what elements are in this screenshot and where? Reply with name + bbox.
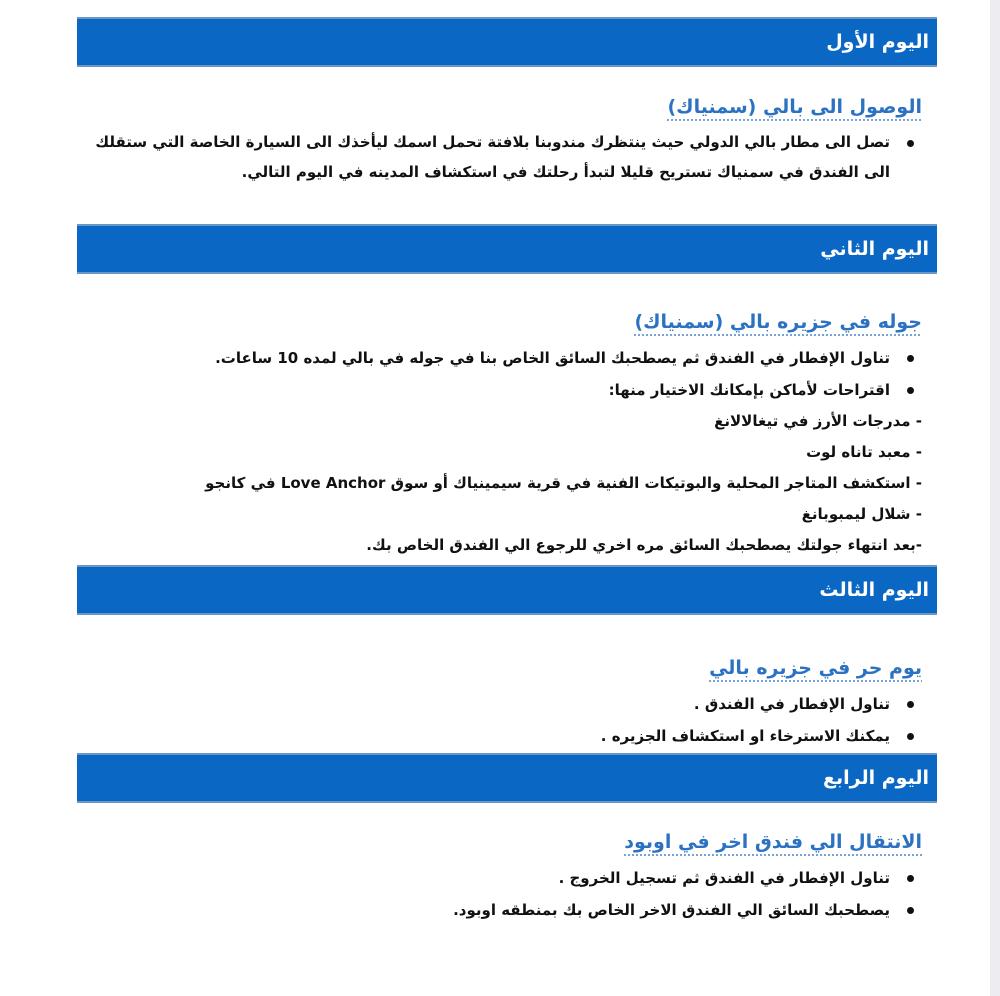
suggestion-item: - شلال ليمبوبانغ [77, 499, 922, 530]
list-item: اقتراحات لأماكن بإمكانك الاختيار منها: [77, 374, 922, 406]
closing-note: - بعد انتهاء جولتك يصطحبك السائق مره اخري للرجوع الي الفندق الخاص بك. [77, 530, 922, 561]
list-item: تناول الإفطار في الفندق ثم يصطحبك السائق الخاص بنا في جوله في بالي لمده 10 ساعات. [77, 342, 922, 374]
list-item: تناول الإفطار في الفندق ثم تسجيل الخروج . [77, 862, 922, 894]
day-3-heading: اليوم الثالث [819, 579, 929, 601]
day-2-bullet-list [77, 342, 922, 406]
suggestion-item: - مدرجات الأرز في تيغالالانغ [77, 406, 922, 437]
day-4-header [77, 753, 937, 803]
list-item: يصطحبك السائق الي الفندق الاخر الخاص بك بمنطقه اوبود. [77, 894, 922, 926]
day-1-bullet-list [77, 127, 922, 187]
day-2-subtitle: جوله في جزيره بالي (سمنياك) [634, 311, 922, 333]
suggestion-item: - معبد تاناه لوت [77, 437, 922, 468]
suggestion-item-shopping [77, 468, 922, 499]
day-1-heading: اليوم الأول [826, 31, 929, 53]
shopping-text-before: استكشف المتاجر المحلية والبوتيكات الفنية في قرية سيمينياك أو سوق [390, 474, 911, 492]
day-1-subtitle: الوصول الى بالي (سمنياك) [667, 96, 922, 118]
day-2-suggestions [77, 406, 922, 561]
day-1-section [77, 93, 922, 187]
shopping-text-after: في كانجو [205, 474, 276, 492]
list-item: تناول الإفطار في الفندق . [77, 688, 922, 720]
shopping-brand: Love Anchor [280, 474, 386, 492]
day-3-subtitle: يوم حر في جزيره بالي [709, 657, 922, 679]
day-1-header [77, 17, 937, 67]
day-4-heading: اليوم الرابع [823, 767, 929, 789]
day-4-subtitle: الانتقال الي فندق اخر في اوبود [624, 831, 922, 853]
day-2-header [77, 224, 937, 274]
day-3-header [77, 565, 937, 615]
day-4-bullet-list [77, 862, 922, 926]
day-2-section [77, 308, 922, 561]
day-2-heading: اليوم الثاني [820, 238, 929, 260]
day-3-section [77, 654, 922, 752]
day-3-bullet-list [77, 688, 922, 752]
day-4-section [77, 828, 922, 926]
list-item: يمكنك الاسترخاء او استكشاف الجزيره . [77, 720, 922, 752]
list-item: تصل الى مطار بالي الدولي حيث ينتظرك مندوبنا بلافتة تحمل اسمك ليأخذك الى السيارة الخاصة التي ستقلك الى الفندق في سمنياك تستريح قليلا لتبدأ رحلتك في استكشاف المدينه في اليوم التالي. [77, 127, 922, 187]
